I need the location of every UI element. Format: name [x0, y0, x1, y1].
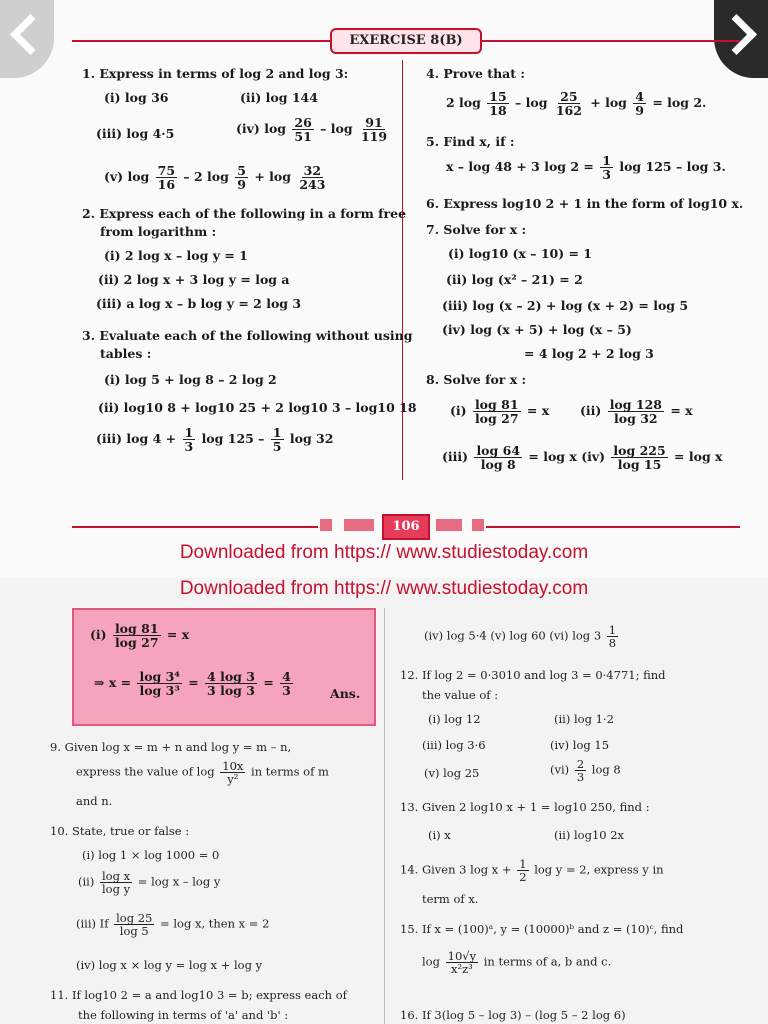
- numerator: 1: [272, 425, 282, 440]
- question-4-equation: [446, 90, 706, 117]
- denominator: log 3³: [139, 683, 180, 699]
- q15-suffix: in terms of a, b and c.: [483, 954, 612, 969]
- denominator: 3: [282, 683, 291, 699]
- denominator: y²: [227, 772, 239, 787]
- question-1-iv: [236, 116, 391, 143]
- question-11-line2: the following in terms of 'a' and 'b' :: [78, 1008, 289, 1022]
- q5-right: log 125 – log 3.: [619, 159, 726, 175]
- question-9-line3: and n.: [76, 794, 113, 808]
- question-1: 1. Express in terms of log 2 and log 3:: [82, 66, 349, 81]
- denominator: 9: [635, 103, 644, 119]
- fraction-10x-y2: [220, 760, 245, 785]
- q8-ii-label: (ii): [580, 403, 602, 419]
- question-12-line2: the value of :: [422, 688, 499, 702]
- question-4: 4. Prove that :: [426, 66, 525, 81]
- numerator: 4 log 3: [207, 669, 255, 684]
- numerator: 15: [489, 89, 507, 104]
- chevron-right-icon: [716, 14, 757, 55]
- q14-prefix: 14. Given 3 log x +: [400, 862, 512, 877]
- numerator: 26: [294, 115, 312, 130]
- question-7-iv-cont: = 4 log 2 + 2 log 3: [524, 346, 654, 361]
- question-7: 7. Solve for x :: [426, 222, 527, 237]
- question-9-line2: [76, 760, 329, 785]
- question-3-i: (i) log 5 + log 8 – 2 log 2: [104, 372, 277, 387]
- question-12-iv: (iv) log 15: [550, 738, 610, 752]
- fraction-log34-log33: [137, 670, 181, 697]
- page-number: 106: [382, 514, 430, 540]
- question-13-ii: (ii) log10 2x: [554, 828, 625, 842]
- question-2-ii: (ii) 2 log x + 3 log y = log a: [98, 272, 290, 287]
- fraction-1-8: [607, 624, 618, 649]
- numerator: 91: [365, 115, 383, 130]
- question-12-i: (i) log 12: [428, 712, 481, 726]
- question-8: 8. Solve for x :: [426, 372, 527, 387]
- solution-line-2: [94, 670, 295, 697]
- question-3-line2: tables :: [100, 346, 152, 361]
- fraction-4-9: [633, 90, 646, 117]
- question-1-iii: (iii) log 4·5: [96, 126, 175, 141]
- fraction-4log3-3log3: [205, 670, 257, 697]
- q8-iii-equals: = log x: [528, 449, 577, 465]
- exercise-title: EXERCISE 8(B): [330, 28, 482, 54]
- denominator: 5: [272, 439, 282, 455]
- question-12-iii: (iii) log 3·6: [422, 738, 486, 752]
- q14-suffix: log y = 2, express y in: [534, 862, 664, 877]
- question-3-line1: 3. Evaluate each of the following without using: [82, 328, 413, 343]
- question-7-i: (i) log10 (x – 10) = 1: [448, 246, 593, 261]
- question-1-v: [104, 164, 329, 191]
- question-15-line2: [422, 950, 611, 975]
- numerator: 5: [237, 163, 246, 178]
- question-5: 5. Find x, if :: [426, 134, 515, 149]
- decor-square: [344, 519, 374, 531]
- question-5-equation: [446, 154, 726, 181]
- fraction-logx-logy: [100, 870, 132, 895]
- numerator: 4: [282, 669, 291, 684]
- denominator: 3: [184, 439, 194, 455]
- fraction-4-3: [280, 670, 293, 697]
- numerator: 25: [560, 89, 578, 104]
- question-11-continued: [424, 624, 620, 649]
- fraction-log81-log27-box: [113, 622, 161, 649]
- q12-vi-rest: log 8: [591, 762, 621, 777]
- question-1-i: (i) log 36: [104, 90, 169, 105]
- solution-box: [72, 608, 376, 726]
- denominator: 2: [519, 870, 527, 885]
- question-2-i: (i) 2 log x – log y = 1: [104, 248, 248, 263]
- download-watermark-1[interactable]: Downloaded from https:// www.studiestoday.com: [179, 542, 589, 563]
- chevron-left-icon: [10, 14, 51, 55]
- q1-iv-minus: – log: [320, 121, 353, 137]
- denominator: x²z³: [450, 962, 473, 977]
- numerator: 1: [519, 857, 527, 871]
- numerator: 75: [157, 163, 176, 178]
- q8-i-label: (i): [450, 403, 467, 419]
- denominator: log y: [102, 882, 131, 897]
- footer-rule-right: [486, 526, 740, 528]
- question-10: 10. State, true or false :: [50, 824, 190, 838]
- fraction-log128-log32: [608, 398, 664, 425]
- fraction-log225-log15: [611, 444, 667, 471]
- q1-iv-prefix: (iv) log: [236, 121, 287, 137]
- column-divider: [402, 60, 403, 480]
- answer-label: Ans.: [330, 686, 361, 701]
- question-3-iii: [96, 426, 333, 453]
- denominator: 9: [237, 177, 246, 193]
- footer-rule-left: [72, 526, 318, 528]
- numerator: 1: [608, 623, 617, 637]
- q3-iii-prefix: (iii) log 4 +: [96, 431, 177, 447]
- question-10-iii: [76, 912, 269, 937]
- fraction-32-243: [297, 164, 327, 191]
- lower-column-divider: [384, 608, 385, 1024]
- denominator: 3: [602, 167, 611, 183]
- fraction-1-5: [271, 426, 284, 453]
- numerator: log 81: [474, 397, 519, 412]
- q5-left: x – log 48 + 3 log 2 =: [446, 159, 594, 175]
- numerator: log 81: [114, 621, 159, 636]
- q4-part-a: 2 log: [446, 95, 481, 111]
- fraction-75-16: [156, 164, 177, 191]
- question-8-ii: [580, 398, 693, 425]
- question-7-ii: (ii) log (x² – 21) = 2: [446, 272, 583, 287]
- question-10-iv: (iv) log x × log y = log x + log y: [76, 958, 263, 972]
- question-15: 15. If x = (100)ᵃ, y = (10000)ᵇ and z = (10)ᶜ, find: [400, 922, 684, 936]
- numerator: log 128: [609, 397, 662, 412]
- fraction-5-9: [235, 164, 248, 191]
- q1-v-plus: + log: [254, 169, 291, 185]
- numerator: 1: [602, 153, 611, 168]
- denominator: 3 log 3: [207, 683, 255, 699]
- numerator: 1: [184, 425, 194, 440]
- q8-iv-equals: = log x: [674, 449, 723, 465]
- numerator: log 225: [613, 443, 666, 458]
- denominator: 3: [576, 770, 585, 785]
- fraction-26-51: [292, 116, 313, 143]
- denominator: 162: [555, 103, 582, 119]
- question-1-ii: (ii) log 144: [240, 90, 318, 105]
- question-7-iv: (iv) log (x + 5) + log (x – 5): [442, 322, 632, 337]
- denominator: 51: [294, 129, 312, 145]
- fraction-log25-log5: [114, 912, 154, 937]
- q8-ii-equals: = x: [670, 403, 693, 419]
- q11-cont-text: (iv) log 5·4 (v) log 60 (vi) log 3: [424, 628, 602, 643]
- denominator: 243: [299, 177, 326, 193]
- q1-v-middle: – 2 log: [183, 169, 229, 185]
- denominator: log 8: [480, 457, 516, 473]
- question-10-i: (i) log 1 × log 1000 = 0: [82, 848, 220, 862]
- numerator: 2: [576, 757, 585, 771]
- question-13: 13. Given 2 log10 x + 1 = log10 250, find :: [400, 800, 650, 814]
- denominator: log 5: [119, 924, 149, 939]
- question-7-iii: (iii) log (x – 2) + log (x + 2) = log 5: [442, 298, 689, 313]
- question-2-iii: (iii) a log x – b log y = 2 log 3: [96, 296, 302, 311]
- fraction-log81-log27: [473, 398, 521, 425]
- solution-arrow: ⇒ x =: [94, 675, 132, 691]
- question-6: 6. Express log10 2 + 1 in the form of log10 x.: [426, 196, 744, 211]
- download-watermark-2[interactable]: Downloaded from https:// www.studiestoday.com: [179, 578, 589, 599]
- q10-ii-rest: = log x – log y: [137, 874, 221, 889]
- question-10-ii: [78, 870, 220, 895]
- question-12-line1: 12. If log 2 = 0·3010 and log 3 = 0·4771; find: [400, 668, 666, 682]
- q4-part-d: = log 2.: [652, 95, 707, 111]
- numerator: 10x: [222, 759, 244, 773]
- question-16: 16. If 3(log 5 – log 3) – (log 5 – 2 log 6): [400, 1008, 626, 1022]
- q12-vi-label: (vi): [550, 762, 570, 777]
- q10-ii-label: (ii): [78, 874, 95, 889]
- question-9-line1: 9. Given log x = m + n and log y = m – n,: [50, 740, 292, 754]
- question-12-vi: [550, 758, 621, 783]
- denominator: 16: [157, 177, 176, 193]
- numerator: log x: [102, 869, 131, 883]
- solution-eq2: =: [263, 675, 274, 691]
- fraction-2-3: [575, 758, 586, 783]
- q3-iii-suffix: log 32: [289, 431, 334, 447]
- fraction-15-18: [487, 90, 508, 117]
- q9-prefix: express the value of log: [76, 764, 215, 779]
- fraction-25-162: [554, 90, 584, 117]
- q8-iv-label: (iv): [581, 449, 606, 465]
- solution-line-1: [90, 622, 189, 649]
- denominator: log 32: [614, 411, 658, 427]
- fraction-10rooty-x2z3: [446, 950, 478, 975]
- solution-equals: = x: [166, 627, 190, 643]
- header-rule-left: [72, 40, 330, 42]
- header-rule-right: [478, 40, 740, 42]
- q4-part-b: – log: [515, 95, 548, 111]
- decor-square: [436, 519, 462, 531]
- question-13-i: (i) x: [428, 828, 451, 842]
- denominator: 119: [360, 129, 388, 145]
- q10-iii-label: (iii) If: [76, 916, 109, 931]
- question-8-i: [450, 398, 549, 425]
- solution-eq: =: [188, 675, 199, 691]
- solution-label: (i): [90, 627, 107, 643]
- q4-part-c: + log: [590, 95, 627, 111]
- numerator: 10√y: [447, 949, 477, 963]
- numerator: 32: [303, 163, 322, 178]
- numerator: log 3⁴: [139, 669, 180, 684]
- q8-i-equals: = x: [526, 403, 550, 419]
- question-3-ii: (ii) log10 8 + log10 25 + 2 log10 3 – log10 18: [98, 400, 417, 415]
- question-11-line1: 11. If log10 2 = a and log10 3 = b; express each of: [50, 988, 347, 1002]
- question-12-v: (v) log 25: [424, 766, 480, 780]
- q15-prefix: log: [422, 954, 440, 969]
- denominator: log 15: [617, 457, 662, 473]
- numerator: 4: [635, 89, 644, 104]
- numerator: log 25: [116, 911, 153, 925]
- question-14-line2: term of x.: [422, 892, 479, 906]
- q1-v-prefix: (v) log: [104, 169, 150, 185]
- question-12-ii: (ii) log 1·2: [554, 712, 614, 726]
- decor-square: [320, 519, 332, 531]
- denominator: 8: [608, 636, 617, 651]
- decor-square: [472, 519, 484, 531]
- denominator: log 27: [474, 411, 519, 427]
- question-8-iii: [442, 444, 723, 471]
- fraction-91-119: [359, 116, 389, 143]
- fraction-1-3: [183, 426, 196, 453]
- question-14-line1: [400, 858, 664, 883]
- denominator: log 27: [114, 635, 159, 651]
- denominator: 18: [489, 103, 507, 119]
- fraction-log64-log8: [474, 444, 522, 471]
- q8-iii-label: (iii): [442, 449, 469, 465]
- question-2-line2: from logarithm :: [100, 224, 217, 239]
- numerator: log 64: [476, 443, 521, 458]
- question-2-line1: 2. Express each of the following in a form free: [82, 206, 407, 221]
- q3-iii-middle: log 125 –: [201, 431, 265, 447]
- fraction-1-2: [517, 858, 528, 883]
- fraction-1-3-b: [600, 154, 613, 181]
- q10-iii-rest: = log x, then x = 2: [160, 916, 270, 931]
- q9-suffix: in terms of m: [251, 764, 329, 779]
